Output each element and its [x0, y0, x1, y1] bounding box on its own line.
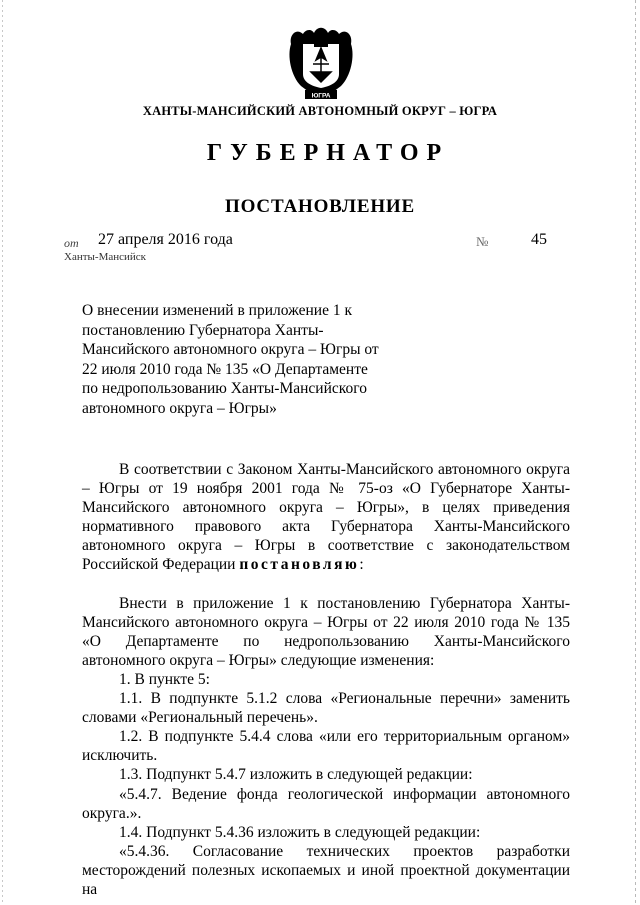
decree-heading: ПОСТАНОВЛЕНИЕ [225, 196, 415, 217]
body-paragraph: 1.3. Подпункт 5.4.7 изложить в следующей редакции: [119, 766, 473, 784]
body-paragraph: «5.4.36. Согласование технических проектов разработки месторождений полезных ископаемых и иной проектной документации на [82, 842, 570, 898]
emblem-label: ЮГРА [311, 92, 331, 100]
decree-subject: О внесении изменений в приложение 1 к постановлению Губернатора Ханты-Мансийского автономного округа – Югры от 22 июля 2010 года № 135 «О Департаменте по недропользованию Ханты-Мансийского автономного округа – Югры» [82, 302, 379, 417]
preamble-text: В соответствии с Законом Ханты-Мансийского автономного округа – Югры от 19 ноября 2001 года № 75-оз «О Губернаторе Ханты-Мансийского автономного округа – Югры», в целях приведения нормативного правового акта Губернатора Ханты-Мансийского автономного округа – Югры в соответствие с законодательством Российской Федерации [82, 461, 570, 574]
preamble-paragraph [82, 460, 570, 575]
body-paragraph: 1.2. В подпункте 5.4.4 слова «или его территориальным органом» исключить. [82, 728, 570, 765]
decree-number: 45 [531, 231, 547, 248]
decree-word: постановляю [239, 556, 360, 574]
preamble-end: : [359, 556, 364, 574]
scan-right-edge [635, 0, 636, 905]
coat-of-arms-emblem [281, 20, 361, 102]
body-paragraph: 1. В пункте 5: [119, 670, 210, 688]
decree-body [82, 460, 570, 899]
city-name: Ханты-Мансийск [64, 251, 147, 263]
governor-heading: ГУБЕРНАТОР [206, 140, 450, 166]
body-paragraph: «5.4.7. Ведение фонда геологической информации автономного округа.». [82, 785, 570, 822]
scan-left-edge [2, 0, 3, 905]
number-sign: № [476, 234, 489, 249]
okrug-title: ХАНТЫ-МАНСИЙСКИЙ АВТОНОМНЫЙ ОКРУГ – ЮГРА [142, 104, 498, 118]
date-prefix: от [64, 236, 79, 250]
body-paragraph: 1.4. Подпункт 5.4.36 изложить в следующей редакции: [119, 823, 481, 841]
body-paragraph: 1.1. В подпункте 5.1.2 слова «Региональные перечни» заменить словами «Региональный перечень». [82, 690, 570, 727]
decree-date: 27 апреля 2016 года [98, 231, 233, 248]
body-paragraph: Внести в приложение 1 к постановлению Губернатора Ханты-Мансийского автономного округа – Югры от 22 июля 2010 года № 135 «О Департаменте по недропользованию Ханты-Мансийского автономного округа – Югры» следующие изменения: [82, 594, 570, 669]
